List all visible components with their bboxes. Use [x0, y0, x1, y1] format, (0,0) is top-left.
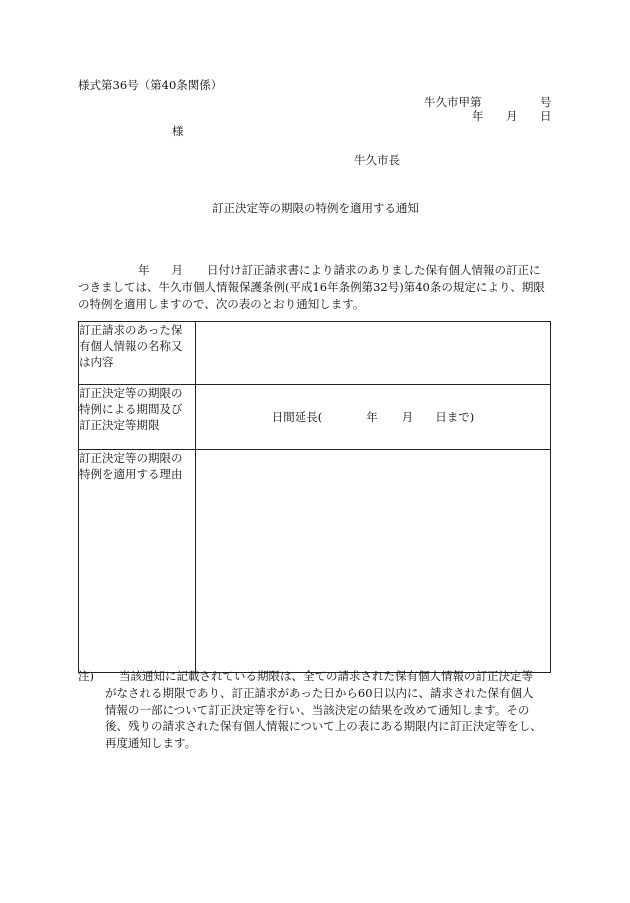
footnote-line: 情報の一部について訂正決定等を行い、当該決定の結果を改めて通知します。その	[105, 702, 530, 717]
row2-label	[79, 385, 196, 450]
row3-label	[79, 450, 196, 673]
body-year: 年	[138, 263, 150, 277]
extension-suffix: 日まで)	[435, 410, 475, 424]
footnote-line: 当該通知に記載されている期限は、全ての請求された保有個人情報の訂正決定等	[119, 669, 533, 683]
row3-label-line: 訂正決定等の期限の	[79, 451, 183, 465]
addressee-suffix: 様	[172, 124, 184, 138]
document-number-prefix: 牛久市甲第	[424, 95, 482, 109]
body-line-2: つきましては、牛久市個人情報保護条例(平成16年条例第32号)第40条の規定により、期限	[78, 280, 545, 294]
extension-prefix: 日間延長(	[271, 410, 323, 424]
document-number	[424, 97, 482, 109]
footnote-line: 後、残りの請求された保有個人情報について上の表にある期限内に訂正決定等をし、	[105, 719, 542, 734]
body-line-3: の特例を適用しますので、次の表のとおり通知します。	[78, 297, 365, 311]
document-number-suffix: 号	[540, 95, 552, 109]
table-row	[79, 385, 551, 450]
row3-value	[196, 450, 551, 673]
footnote-mark: 注)	[78, 669, 94, 683]
table-row	[79, 322, 551, 385]
date-year: 年	[472, 109, 484, 123]
footnote-body	[105, 668, 542, 752]
row3-label-line: 特例を適用する理由	[79, 467, 183, 481]
body-paragraph	[78, 262, 556, 313]
footnote-line: がなされる期限であり、訂正請求があった日から60日以内に、請求された保有個人	[105, 685, 534, 700]
footnote-line: 再度通知します。	[105, 736, 197, 751]
row1-label-line: 訂正請求のあった保	[79, 323, 183, 337]
row1-label-line: は内容	[79, 355, 114, 369]
row1-value	[196, 322, 551, 385]
extension-month: 月	[401, 410, 414, 424]
sender: 牛久市長	[354, 153, 400, 167]
row2-label-line: 特例による期間及び	[79, 402, 183, 416]
table-row	[79, 450, 551, 673]
notice-table	[78, 321, 551, 673]
date-day: 日	[540, 109, 552, 123]
document-title: 訂正決定等の期限の特例を適用する通知	[212, 201, 419, 215]
row2-label-line: 訂正決定等期限	[79, 418, 160, 432]
body-month: 月	[171, 263, 183, 277]
row1-label-line: 有個人情報の名称又	[79, 339, 183, 353]
date-month: 月	[506, 109, 518, 123]
body-line1-text: 日付け訂正請求書により請求のありました保有個人情報の訂正に	[207, 263, 541, 277]
body-line-1	[78, 262, 556, 279]
form-number: 様式第36号（第40条関係）	[78, 78, 223, 92]
extension-year: 年	[366, 410, 378, 424]
row2-label-line: 訂正決定等の期限の	[79, 386, 183, 400]
row1-label	[79, 322, 196, 385]
row2-value	[196, 385, 551, 450]
